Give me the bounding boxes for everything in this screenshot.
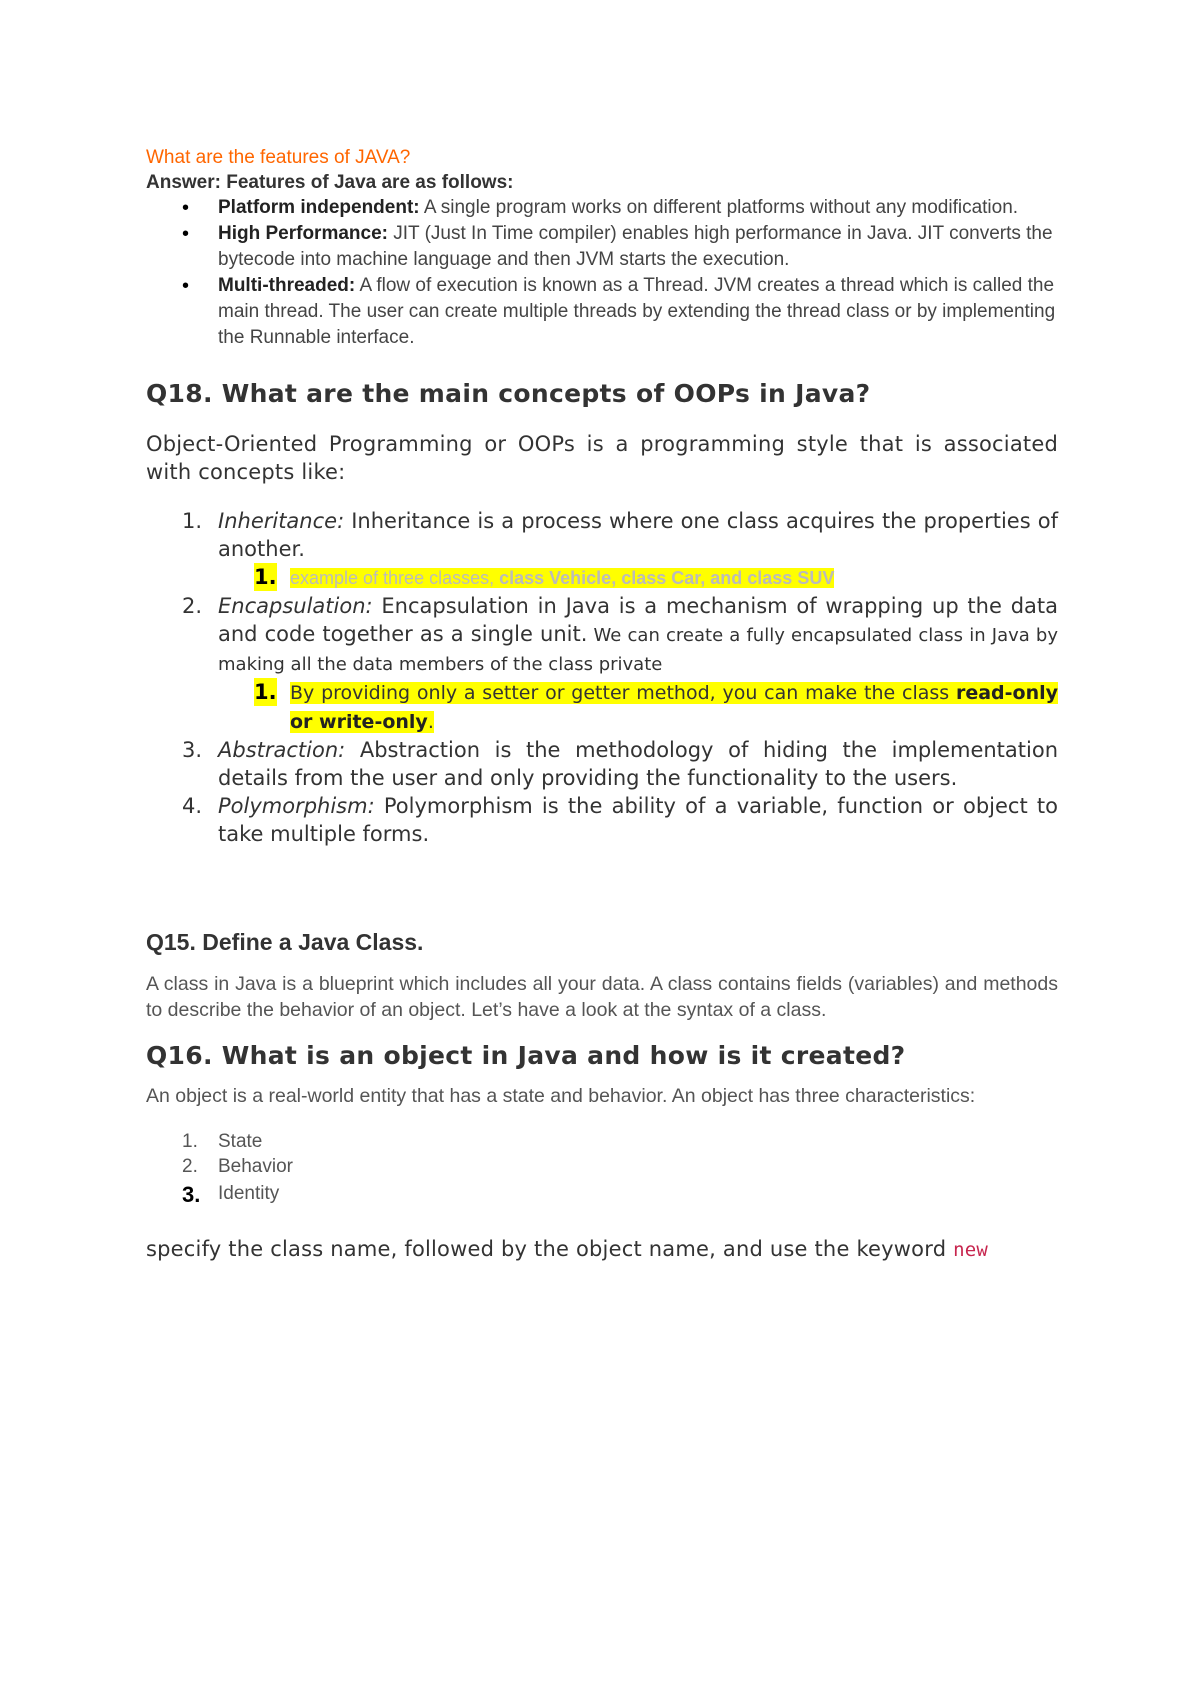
bullet-icon: • xyxy=(182,223,190,245)
concept-term: Abstraction: xyxy=(218,738,346,762)
list-label: Behavior xyxy=(218,1156,293,1177)
list-label: Identity xyxy=(218,1183,280,1204)
q16-body: An object is a real-world entity that has a state and behavior. An object has three characteristics: xyxy=(146,1085,976,1107)
list-number: 3. xyxy=(182,738,203,762)
list-number: 2. xyxy=(182,1156,198,1177)
list-number: 4. xyxy=(182,794,203,818)
list-label: State xyxy=(218,1131,263,1152)
characteristics-list xyxy=(146,1129,1058,1209)
feature-term: Multi-threaded: xyxy=(218,275,356,296)
features-list xyxy=(146,195,1058,351)
outro-paragraph xyxy=(146,1235,1058,1264)
feature-text: A flow of execution is known as a Thread. JVM creates a thread which is called the main thread. The user can create multiple threads by extending the thread class or by implementing the Runnable interface. xyxy=(218,275,1056,348)
concept-text: Polymorphism is the ability of a variable, function or object to take multiple forms. xyxy=(218,794,1058,846)
list-number: 1. xyxy=(182,509,203,533)
list-item xyxy=(146,736,1058,792)
concept-term: Polymorphism: xyxy=(218,794,375,818)
concept-term: Inheritance: xyxy=(218,509,345,533)
list-item xyxy=(146,195,1058,221)
list-item xyxy=(146,1179,1058,1209)
sub-text-plain: By providing only a setter or getter method, you can make the class xyxy=(290,682,956,704)
sub-number: 1. xyxy=(254,680,277,704)
concept-text: Encapsulation in Java is a mechanism of wrapping up the data and code together as a single unit. xyxy=(218,594,1058,646)
list-item xyxy=(146,507,1058,563)
list-item xyxy=(146,221,1058,273)
feature-text: JIT (Just In Time compiler) enables high performance in Java. JIT converts the bytecode into machine language and then JVM starts the execution. xyxy=(218,223,1053,270)
bullet-icon: • xyxy=(182,275,190,297)
list-item xyxy=(146,273,1058,351)
list-number: 2. xyxy=(182,594,203,618)
sub-text-end: . xyxy=(427,711,434,733)
sub-text xyxy=(290,682,1058,733)
q18-heading: Q18. What are the main concepts of OOPs in Java? xyxy=(146,379,871,408)
list-item xyxy=(146,1129,1058,1154)
sub-text-plain: example of three classes, xyxy=(290,568,500,588)
list-item xyxy=(146,592,1058,678)
list-item xyxy=(146,1154,1058,1179)
list-item xyxy=(146,792,1058,848)
sub-text xyxy=(290,568,834,588)
features-answer xyxy=(146,170,1058,195)
bullet-icon: • xyxy=(182,197,190,219)
oop-concepts-list xyxy=(146,507,1058,848)
features-question: What are the features of JAVA? xyxy=(146,147,411,168)
sub-text-bold: class Vehicle, class Car, and class SUV xyxy=(499,568,835,588)
document-page xyxy=(146,145,1058,1264)
q18-intro: Object-Oriented Programming or OOPs is a programming style that is associated with concepts like: xyxy=(146,432,1058,484)
sub-item xyxy=(146,678,1058,736)
outro-text: specify the class name, followed by the object name, and use the keyword xyxy=(146,1237,954,1261)
list-number: 1. xyxy=(182,1131,198,1152)
sub-item xyxy=(146,563,1058,592)
concept-term: Encapsulation: xyxy=(218,594,373,618)
sub-text-bold: read-only or write-only xyxy=(290,682,1058,733)
list-number: 3. xyxy=(182,1182,201,1207)
concept-text: Abstraction is the methodology of hiding the implementation details from the user and only providing the functionality to the users. xyxy=(218,738,1058,790)
q15-heading: Q15. Define a Java Class. xyxy=(146,929,424,955)
feature-term: High Performance: xyxy=(218,223,388,244)
answer-text: Features of Java are as follows: xyxy=(220,172,514,193)
q15-body: A class in Java is a blueprint which includes all your data. A class contains fields (variables) and methods to describe the behavior of an object. Let’s have a look at the syntax of a class. xyxy=(146,973,1058,1021)
feature-term: Platform independent: xyxy=(218,197,420,218)
keyword-new: new xyxy=(953,1239,989,1261)
q16-heading: Q16. What is an object in Java and how is it created? xyxy=(146,1041,906,1070)
concept-text: Inheritance is a process where one class acquires the properties of another. xyxy=(218,509,1058,561)
answer-label: Answer: xyxy=(146,172,221,193)
concept-extra: We can create a fully encapsulated class in Java by making all the data members of the class private xyxy=(218,625,1059,675)
feature-text: A single program works on different platforms without any modification. xyxy=(419,197,1019,218)
sub-number: 1. xyxy=(254,565,277,589)
